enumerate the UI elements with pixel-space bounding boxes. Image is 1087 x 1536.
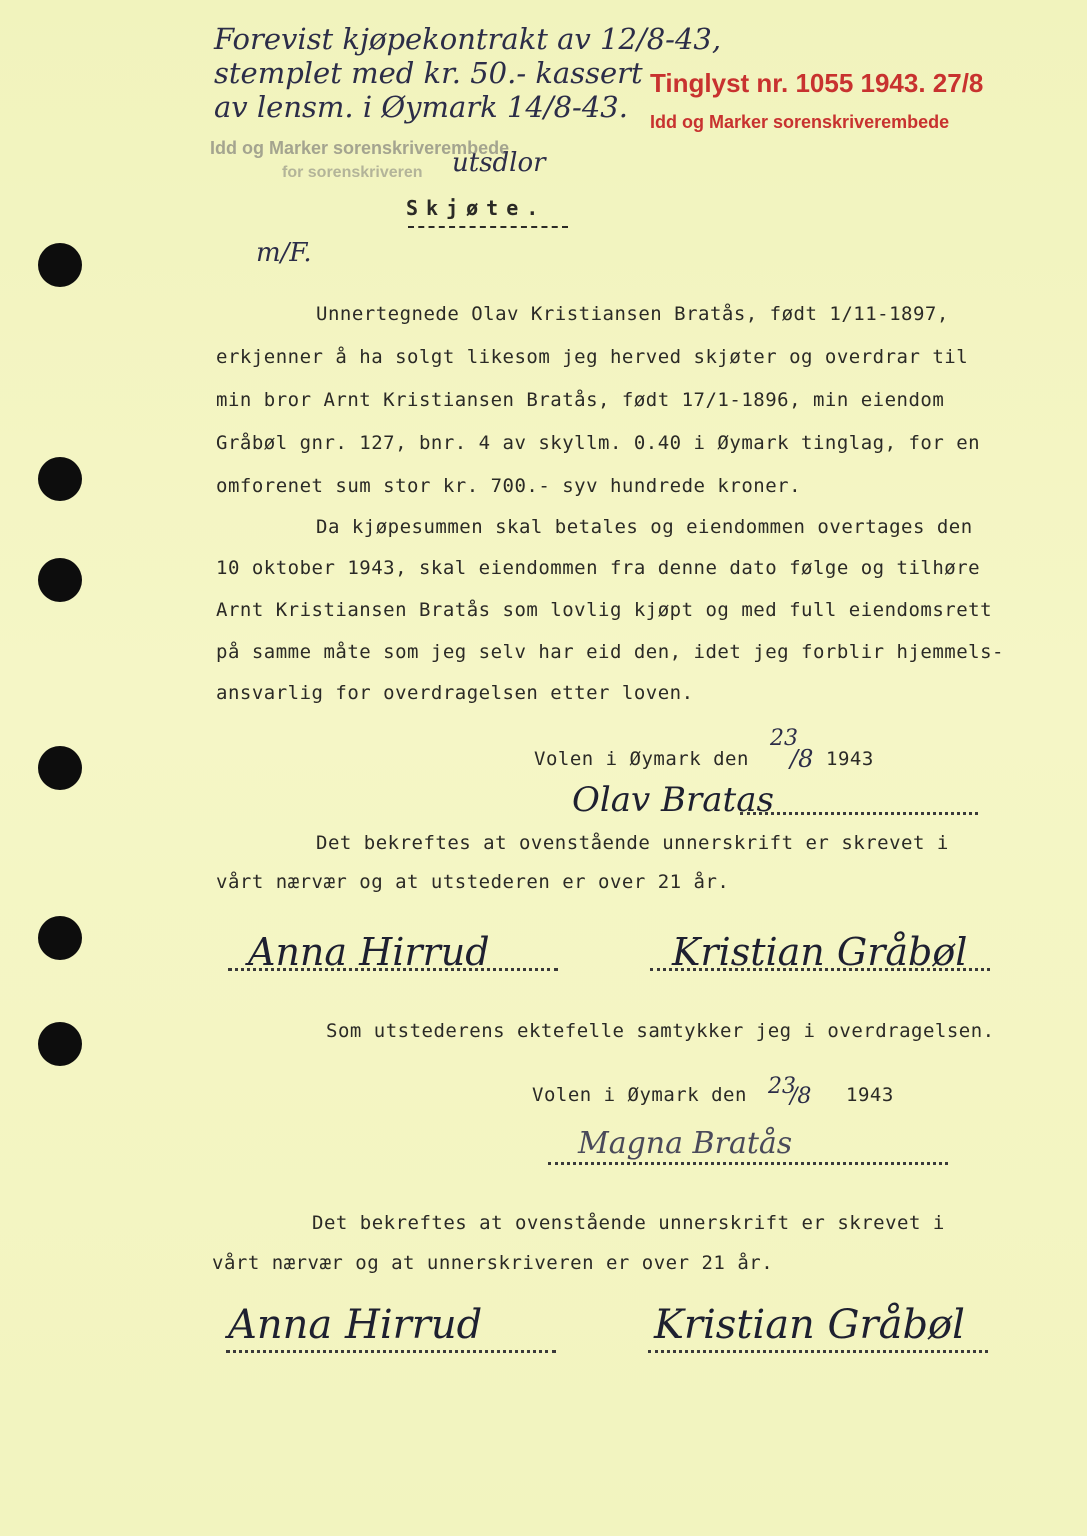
signature-line — [740, 812, 978, 815]
witness-signature-3: Anna Hirrud — [228, 1302, 483, 1348]
annotation-line-3: av lensm. i Øymark 14/8-43. — [214, 90, 628, 124]
document-title: Skjøte. — [406, 196, 547, 220]
body-line: på samme måte som jeg selv har eid den, idet jeg forblir hjemmels- — [216, 641, 1004, 663]
binder-hole-4 — [38, 746, 82, 790]
body-line: Da kjøpesummen skal betales og eiendommen overtages den — [316, 516, 973, 538]
date-day: 23 — [768, 1074, 796, 1099]
body-line: erkjenner å ha solgt likesom jeg herved skjøter og overdrar til — [216, 346, 969, 368]
witness-statement-line: vårt nærvær og at unnerskriveren er over 21 år. — [212, 1252, 774, 1274]
witness-signature-4: Kristian Gråbøl — [654, 1302, 965, 1348]
signature-line — [226, 1350, 556, 1353]
annotation-line-2: stemplet med kr. 50.- kassert — [214, 56, 643, 90]
stamp-handwriting: utsdlor — [452, 148, 546, 178]
title-underline — [408, 226, 568, 228]
annotation-line-1: Forevist kjøpekontrakt av 12/8-43, — [214, 22, 722, 56]
body-line: min bror Arnt Kristiansen Bratås, født 17/1-1896, min eiendom — [216, 389, 945, 411]
spouse-signature: Magna Bratås — [578, 1126, 793, 1161]
body-line: ansvarlig for overdragelsen etter loven. — [216, 682, 694, 704]
binder-hole-3 — [38, 558, 82, 602]
date-day: 23 — [770, 726, 798, 751]
body-line: Arnt Kristiansen Bratås som lovlig kjøpt og med full eiendomsrett — [216, 599, 993, 621]
place-date: Volen i Øymark den — [534, 748, 749, 770]
spouse-consent: Som utstederens ektefelle samtykker jeg i overdragelsen. — [326, 1020, 995, 1042]
body-line: 10 oktober 1943, skal eiendommen fra denne dato følge og tilhøre — [216, 557, 981, 579]
registration-stamp-line-1: Tinglyst nr. 1055 1943. 27/8 — [650, 68, 984, 98]
body-line: Gråbøl gnr. 127, bnr. 4 av skyllm. 0.40 i Øymark tinglag, for en — [216, 432, 981, 454]
body-line: omforenet sum stor kr. 700.- syv hundrede kroner. — [216, 475, 802, 497]
binder-hole-6 — [38, 1022, 82, 1066]
initials: m/F. — [256, 238, 312, 268]
place-date: Volen i Øymark den — [532, 1084, 747, 1106]
faded-stamp-line-2: for sorenskriveren — [282, 164, 423, 181]
body-line: Unnertegnede Olav Kristiansen Bratås, født 1/11-1897, — [316, 303, 949, 325]
witness-statement-line: Det bekreftes at ovenstående unnerskrift er skrevet i — [316, 832, 949, 854]
witness-signature-1: Anna Hirrud — [248, 930, 490, 974]
witness-statement-line: vårt nærvær og at utstederen er over 21 år. — [216, 871, 730, 893]
date-month: /8 — [790, 1084, 812, 1109]
seller-signature: Olav Bratas — [572, 780, 774, 820]
registration-stamp-line-2: Idd og Marker sorenskriverembede — [650, 112, 950, 132]
binder-hole-5 — [38, 916, 82, 960]
date-year: 1943 — [826, 748, 874, 770]
signature-line — [548, 1162, 948, 1165]
faded-stamp-line-1: Idd og Marker sorenskriverembede — [210, 138, 510, 158]
date-year: 1943 — [846, 1084, 894, 1106]
witness-statement-line: Det bekreftes at ovenstående unnerskrift er skrevet i — [312, 1212, 945, 1234]
binder-hole-1 — [38, 243, 82, 287]
binder-hole-2 — [38, 457, 82, 501]
signature-line — [648, 1350, 988, 1353]
witness-signature-2: Kristian Gråbøl — [672, 930, 968, 974]
date-month: /8 — [790, 745, 814, 773]
